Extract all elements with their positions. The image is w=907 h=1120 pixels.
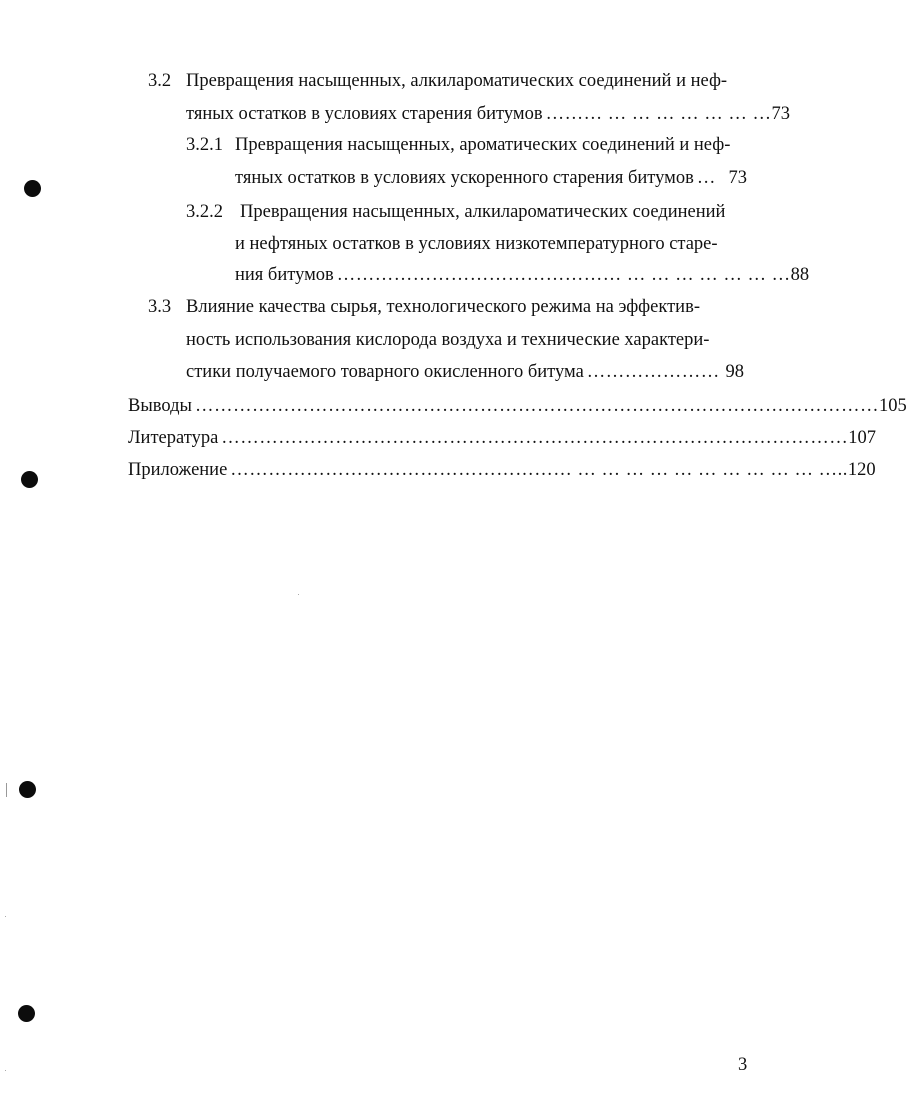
scan-artifact-mark — [6, 783, 7, 797]
toc-conclusions-label: Выводы — [128, 396, 192, 416]
punch-hole-2 — [21, 471, 38, 488]
toc-conclusions-entry[interactable] — [128, 395, 907, 417]
page-number: 3 — [738, 1055, 748, 1075]
toc-appendix-label: Приложение — [128, 460, 228, 480]
toc-3-2-2-page: 88 — [790, 265, 810, 285]
toc-conclusions-page: 105 — [878, 396, 907, 416]
toc-literature-entry[interactable] — [128, 427, 877, 449]
toc-3-2-page: 73 — [771, 104, 790, 124]
scan-artifact-speck — [5, 916, 6, 917]
scan-artifact-speck — [5, 1070, 6, 1071]
toc-3-3-entry[interactable] — [186, 361, 744, 383]
toc-3-3-page: 98 — [725, 362, 744, 382]
toc-appendix-entry[interactable] — [128, 459, 876, 481]
toc-literature-page: 107 — [848, 428, 877, 448]
punch-hole-1 — [24, 180, 41, 197]
toc-3-2-2-leader: ……………………………………… … … … … … … … — [336, 265, 791, 285]
toc-appendix-page: 120 — [847, 460, 876, 480]
toc-3-2-1-title-line2: тяных остатков в условиях ускоренного старения битумов — [235, 168, 694, 188]
toc-conclusions-leader: ……………………………………………………………………………………………… — [194, 396, 879, 416]
toc-3-3-leader: ………………… — [586, 362, 720, 382]
toc-3-3-title-line1: Влияние качества сырья, технологического режима на эффектив- — [186, 297, 700, 317]
toc-3-2-number: 3.2 — [148, 71, 172, 91]
punch-hole-3 — [19, 781, 36, 798]
toc-3-2-leader: ……… … … … … … … … — [545, 104, 772, 124]
toc-literature-label: Литература — [128, 428, 219, 448]
toc-3-3-title-line3: стики получаемого товарного окисленного битума — [186, 362, 584, 382]
punch-hole-4 — [18, 1005, 35, 1022]
toc-3-2-2-number: 3.2.2 — [186, 202, 223, 222]
toc-3-2-1-number: 3.2.1 — [186, 135, 223, 155]
toc-literature-leader: ……………………………………………………………………………………… — [221, 428, 849, 448]
toc-3-3-number: 3.3 — [148, 297, 172, 317]
toc-3-3-title-line2: ность использования кислорода воздуха и технические характери- — [186, 330, 710, 350]
toc-3-2-1-page: 73 — [728, 168, 747, 188]
toc-appendix-leader: ……………………………………………… … … … … … … … … … … ….. — [230, 460, 848, 480]
toc-3-2-1-entry[interactable] — [235, 167, 747, 189]
toc-3-2-2-title-line1: Превращения насыщенных, алкилароматических соединений — [240, 202, 726, 222]
toc-3-2-title-line1: Превращения насыщенных, алкилароматических соединений и неф- — [186, 71, 728, 91]
toc-3-2-1-leader: … — [696, 168, 716, 188]
scan-artifact-speck — [298, 594, 299, 595]
toc-3-2-entry[interactable] — [186, 103, 790, 125]
toc-3-2-2-title-line2: и нефтяных остатков в условиях низкотемпературного старе- — [235, 234, 718, 254]
toc-3-2-1-title-line1: Превращения насыщенных, ароматических соединений и неф- — [235, 135, 731, 155]
toc-3-2-2-title-line3: ния битумов — [235, 265, 334, 285]
toc-3-2-title-line2: тяных остатков в условиях старения битумов — [186, 104, 543, 124]
toc-3-2-2-entry[interactable] — [235, 264, 810, 286]
